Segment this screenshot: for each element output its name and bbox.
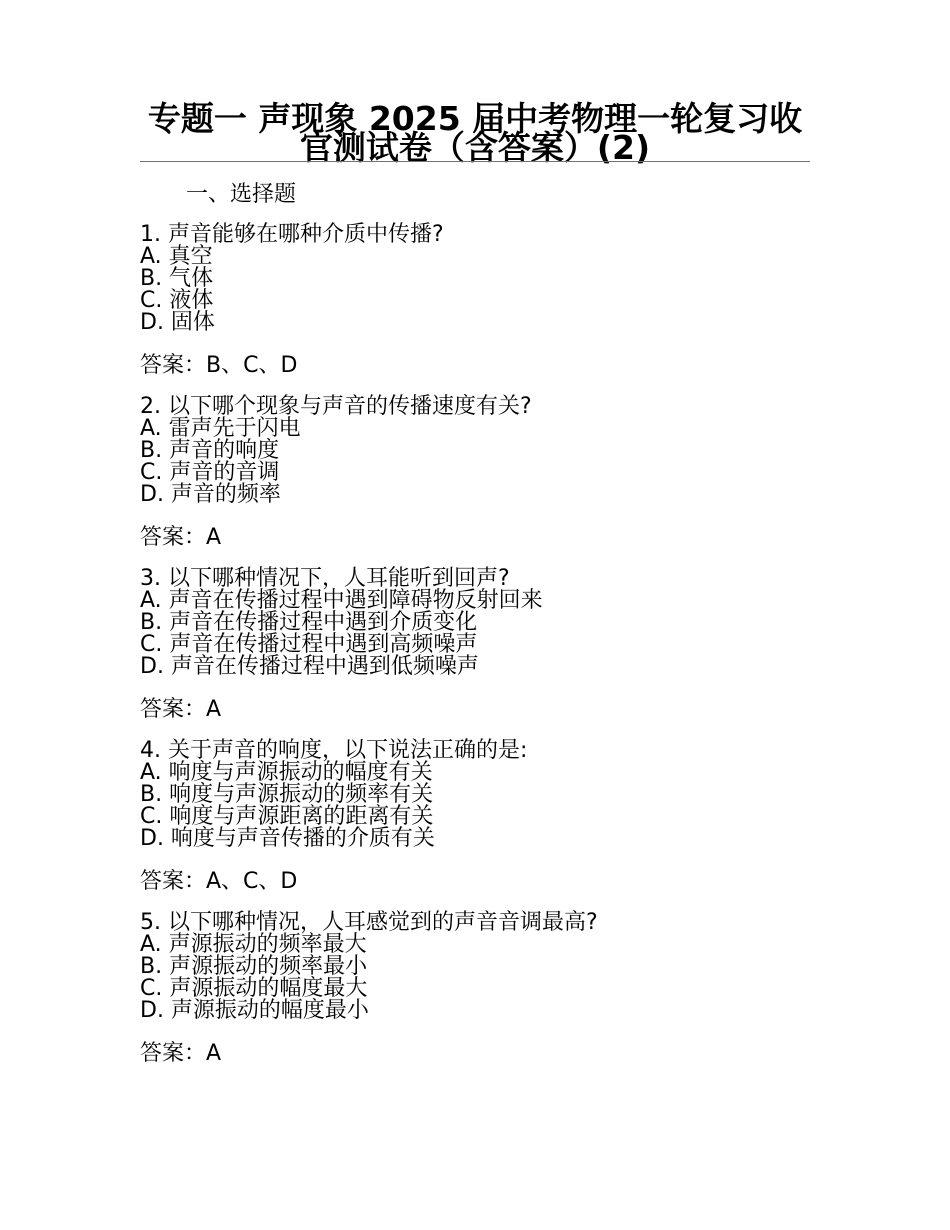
question-5: [140, 912, 820, 1065]
title-underline: [140, 161, 810, 162]
question-4: [140, 740, 820, 893]
question-1: [140, 224, 820, 377]
question-3: [140, 568, 820, 721]
answer: 答案：A: [140, 525, 222, 550]
question-2: [140, 396, 820, 549]
option-c: C. 声音的音调: [140, 460, 280, 485]
answer: 答案：B、C、D: [140, 353, 298, 378]
question-stem: 4. 关于声音的响度，以下说法正确的是:: [140, 738, 528, 763]
answer: 答案：A: [140, 697, 222, 722]
option-b: B. 声音在传播过程中遇到介质变化: [140, 610, 478, 635]
option-d: D. 声音在传播过程中遇到低频噪声: [140, 654, 479, 679]
option-a: A. 响度与声源振动的幅度有关: [140, 760, 433, 785]
answer: 答案：A: [140, 1041, 222, 1066]
document-title: 专题一 声现象 2025 届中考物理一轮复习收官测试卷（含答案）(2): [147, 99, 803, 167]
option-b: B. 声音的响度: [140, 438, 280, 463]
question-stem: 1. 声音能够在哪种介质中传播?: [140, 222, 444, 247]
question-stem: 5. 以下哪种情况，人耳感觉到的声音音调最高?: [140, 910, 598, 935]
section-heading: 一、选择题: [186, 182, 297, 207]
question-list: [140, 224, 820, 1074]
option-c: C. 声源振动的幅度最大: [140, 976, 368, 1001]
option-d: D. 声音的频率: [140, 482, 281, 507]
option-c: C. 声音在传播过程中遇到高频噪声: [140, 632, 478, 657]
option-a: A. 声音在传播过程中遇到障碍物反射回来: [140, 588, 543, 613]
option-a: A. 真空: [140, 244, 213, 269]
option-d: D. 固体: [140, 310, 215, 335]
question-stem: 3. 以下哪种情况下，人耳能听到回声?: [140, 566, 510, 591]
option-d: D. 响度与声音传播的介质有关: [140, 826, 435, 851]
option-a: A. 雷声先于闪电: [140, 416, 301, 441]
option-c: C. 响度与声源距离的距离有关: [140, 804, 434, 829]
option-b: B. 气体: [140, 266, 214, 291]
question-stem: 2. 以下哪个现象与声音的传播速度有关?: [140, 394, 532, 419]
option-d: D. 声源振动的幅度最小: [140, 998, 369, 1023]
option-c: C. 液体: [140, 288, 214, 313]
option-b: B. 响度与声源振动的频率有关: [140, 782, 434, 807]
answer: 答案：A、C、D: [140, 869, 298, 894]
option-b: B. 声源振动的频率最小: [140, 954, 368, 979]
option-a: A. 声源振动的频率最大: [140, 932, 367, 957]
